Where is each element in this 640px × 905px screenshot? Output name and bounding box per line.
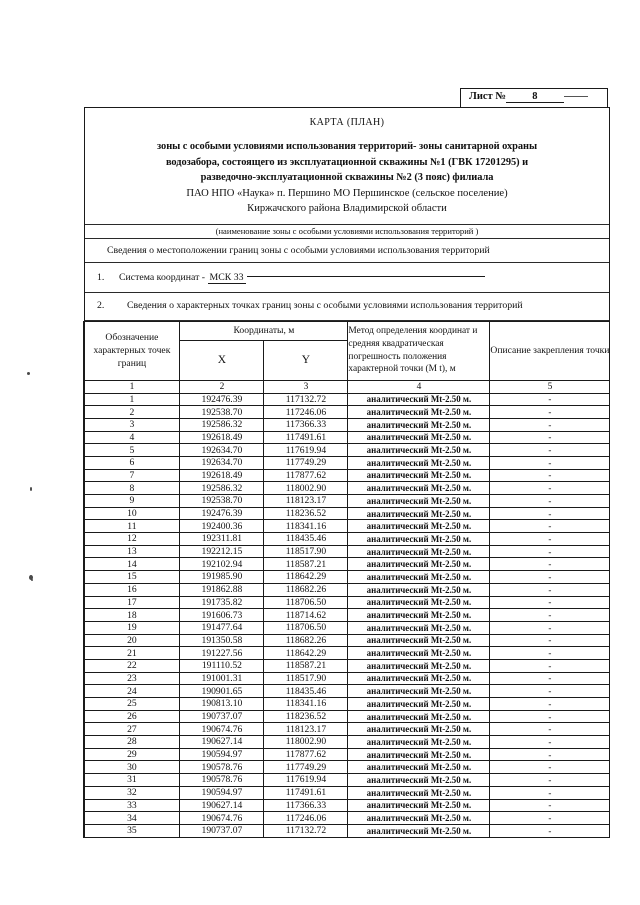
header-designation: Обозначение характерных точек границ	[84, 321, 180, 380]
table-row	[84, 406, 610, 419]
point-number: 33	[84, 799, 180, 812]
point-number: 26	[84, 710, 180, 723]
point-x: 192311.81	[180, 533, 264, 546]
point-number: 16	[84, 583, 180, 596]
coordinate-system-row	[85, 263, 609, 293]
table-row	[84, 583, 610, 596]
point-description: -	[490, 571, 610, 584]
point-method: аналитический Mt-2.50 м.	[348, 685, 490, 698]
table-row	[84, 520, 610, 533]
point-x: 190627.14	[180, 736, 264, 749]
point-method: аналитический Mt-2.50 м.	[348, 444, 490, 457]
point-description: -	[490, 774, 610, 787]
point-method: аналитический Mt-2.50 м.	[348, 824, 490, 837]
table-body	[84, 393, 610, 837]
point-x: 190737.07	[180, 710, 264, 723]
table-row	[84, 431, 610, 444]
table-row	[84, 761, 610, 774]
sheet-number-value: 8	[506, 91, 564, 103]
document-type-title: КАРТА (ПЛАН)	[309, 117, 385, 128]
document-body	[84, 107, 610, 838]
point-y: 118682.26	[264, 634, 348, 647]
point-x: 192538.70	[180, 406, 264, 419]
point-method: аналитический Mt-2.50 м.	[348, 634, 490, 647]
point-x: 191862.88	[180, 583, 264, 596]
point-number: 4	[84, 431, 180, 444]
point-description: -	[490, 533, 610, 546]
point-y: 117132.72	[264, 393, 348, 406]
point-method: аналитический Mt-2.50 м.	[348, 558, 490, 571]
item2-number: 2.	[97, 299, 105, 311]
point-description: -	[490, 659, 610, 672]
point-x: 190737.07	[180, 824, 264, 837]
point-x: 191985.90	[180, 571, 264, 584]
point-description: -	[490, 799, 610, 812]
point-y: 118706.50	[264, 621, 348, 634]
point-number: 24	[84, 685, 180, 698]
point-y: 118517.90	[264, 672, 348, 685]
point-description: -	[490, 456, 610, 469]
column-number-4: 4	[348, 380, 490, 393]
scan-speckle	[27, 372, 30, 375]
item1-label: Система координат -	[119, 271, 206, 283]
section2-row	[85, 293, 609, 321]
point-method: аналитический Mt-2.50 м.	[348, 723, 490, 736]
point-y: 118587.21	[264, 659, 348, 672]
point-x: 191477.64	[180, 621, 264, 634]
table-row	[84, 698, 610, 711]
point-y: 118341.16	[264, 520, 348, 533]
point-y: 117246.06	[264, 406, 348, 419]
point-method: аналитический Mt-2.50 м.	[348, 659, 490, 672]
point-y: 117619.94	[264, 444, 348, 457]
table-row	[84, 444, 610, 457]
point-description: -	[490, 812, 610, 825]
point-description: -	[490, 748, 610, 761]
point-description: -	[490, 545, 610, 558]
point-x: 192212.15	[180, 545, 264, 558]
point-number: 28	[84, 736, 180, 749]
point-x: 192476.39	[180, 393, 264, 406]
point-number: 27	[84, 723, 180, 736]
column-number-3: 3	[264, 380, 348, 393]
point-number: 29	[84, 748, 180, 761]
point-method: аналитический Mt-2.50 м.	[348, 786, 490, 799]
point-method: аналитический Mt-2.50 м.	[348, 418, 490, 431]
point-method: аналитический Mt-2.50 м.	[348, 812, 490, 825]
point-y: 117366.33	[264, 799, 348, 812]
table-row	[84, 824, 610, 837]
point-x: 192102.94	[180, 558, 264, 571]
point-description: -	[490, 469, 610, 482]
table-row	[84, 659, 610, 672]
point-method: аналитический Mt-2.50 м.	[348, 507, 490, 520]
point-x: 192634.70	[180, 444, 264, 457]
point-y: 118682.26	[264, 583, 348, 596]
point-description: -	[490, 761, 610, 774]
point-number: 3	[84, 418, 180, 431]
table-row	[84, 558, 610, 571]
point-x: 190594.97	[180, 748, 264, 761]
point-description: -	[490, 482, 610, 495]
point-description: -	[490, 634, 610, 647]
point-method: аналитический Mt-2.50 м.	[348, 495, 490, 508]
point-y: 118642.29	[264, 647, 348, 660]
point-y: 118123.17	[264, 723, 348, 736]
point-number: 14	[84, 558, 180, 571]
table-row	[84, 596, 610, 609]
point-x: 192476.39	[180, 507, 264, 520]
point-number: 17	[84, 596, 180, 609]
point-y: 117491.61	[264, 431, 348, 444]
point-description: -	[490, 786, 610, 799]
point-description: -	[490, 507, 610, 520]
point-method: аналитический Mt-2.50 м.	[348, 520, 490, 533]
table-row	[84, 621, 610, 634]
sheet-number-rule	[564, 96, 588, 97]
sheet-number-box	[460, 88, 608, 108]
point-number: 31	[84, 774, 180, 787]
point-method: аналитический Mt-2.50 м.	[348, 583, 490, 596]
point-number: 7	[84, 469, 180, 482]
point-number: 1	[84, 393, 180, 406]
point-y: 117749.29	[264, 761, 348, 774]
point-y: 117132.72	[264, 824, 348, 837]
point-y: 118706.50	[264, 596, 348, 609]
table-row	[84, 495, 610, 508]
point-x: 190627.14	[180, 799, 264, 812]
table-row	[84, 710, 610, 723]
table-row	[84, 456, 610, 469]
point-number: 2	[84, 406, 180, 419]
point-description: -	[490, 736, 610, 749]
point-y: 118123.17	[264, 495, 348, 508]
point-number: 20	[84, 634, 180, 647]
point-y: 118236.52	[264, 710, 348, 723]
point-number: 12	[84, 533, 180, 546]
point-number: 21	[84, 647, 180, 660]
point-x: 192618.49	[180, 431, 264, 444]
sheet-number-inner	[469, 91, 588, 103]
column-number-5: 5	[490, 380, 610, 393]
point-description: -	[490, 406, 610, 419]
point-x: 191110.52	[180, 659, 264, 672]
sheet-number-label: Лист №	[469, 91, 506, 102]
point-method: аналитический Mt-2.50 м.	[348, 748, 490, 761]
point-y: 117491.61	[264, 786, 348, 799]
point-number: 22	[84, 659, 180, 672]
point-method: аналитический Mt-2.50 м.	[348, 774, 490, 787]
point-y: 117749.29	[264, 456, 348, 469]
point-y: 118587.21	[264, 558, 348, 571]
point-method: аналитический Mt-2.50 м.	[348, 431, 490, 444]
point-x: 190674.76	[180, 723, 264, 736]
point-y: 117877.62	[264, 469, 348, 482]
point-number: 5	[84, 444, 180, 457]
point-x: 190594.97	[180, 786, 264, 799]
point-description: -	[490, 723, 610, 736]
point-number: 15	[84, 571, 180, 584]
point-x: 191350.58	[180, 634, 264, 647]
scan-speckle	[31, 579, 33, 581]
table-row	[84, 507, 610, 520]
table-row	[84, 469, 610, 482]
point-y: 117619.94	[264, 774, 348, 787]
point-y: 118714.62	[264, 609, 348, 622]
title-line-4: ПАО НПО «Наука» п. Першино МО Першинское (сельское поселение)	[186, 187, 508, 199]
point-number: 34	[84, 812, 180, 825]
item2-text: Сведения о характерных точках границ зоны с особыми условиями использования территорий	[127, 299, 523, 311]
point-method: аналитический Mt-2.50 м.	[348, 571, 490, 584]
title-line-5: Киржачского района Владимирской области	[247, 203, 447, 214]
table-header-row-1	[84, 321, 610, 340]
coordinate-system-rule	[247, 276, 485, 277]
header-y: Y	[264, 340, 348, 380]
point-number: 13	[84, 545, 180, 558]
column-number-2: 2	[180, 380, 264, 393]
point-description: -	[490, 824, 610, 837]
point-y: 118517.90	[264, 545, 348, 558]
point-method: аналитический Mt-2.50 м.	[348, 482, 490, 495]
point-method: аналитический Mt-2.50 м.	[348, 456, 490, 469]
point-description: -	[490, 393, 610, 406]
point-method: аналитический Mt-2.50 м.	[348, 621, 490, 634]
point-number: 32	[84, 786, 180, 799]
table-row	[84, 393, 610, 406]
table-row	[84, 774, 610, 787]
point-x: 190813.10	[180, 698, 264, 711]
location-info-row: Сведения о местоположении границ зоны с особыми условиями использования территорий	[85, 239, 609, 263]
item1-number: 1.	[97, 271, 105, 283]
point-number: 35	[84, 824, 180, 837]
point-x: 191001.31	[180, 672, 264, 685]
point-y: 118341.16	[264, 698, 348, 711]
table-head	[84, 321, 610, 393]
table-row	[84, 672, 610, 685]
coordinate-system-value: МСК 33	[209, 271, 244, 283]
table-column-number-row	[84, 380, 610, 393]
point-number: 23	[84, 672, 180, 685]
point-method: аналитический Mt-2.50 м.	[348, 710, 490, 723]
point-description: -	[490, 596, 610, 609]
header-x: X	[180, 340, 264, 380]
title-line-2: водозабора, состоящего из эксплуатационной скважины №1 (ГВК 17201295) и	[165, 156, 529, 168]
table-row	[84, 418, 610, 431]
point-method: аналитический Mt-2.50 м.	[348, 672, 490, 685]
point-x: 190578.76	[180, 774, 264, 787]
point-number: 25	[84, 698, 180, 711]
point-number: 11	[84, 520, 180, 533]
point-description: -	[490, 444, 610, 457]
point-x: 192618.49	[180, 469, 264, 482]
title-caption: (наименование зоны с особыми условиями использования территорий )	[85, 225, 609, 239]
characteristic-points-table	[83, 321, 610, 838]
point-method: аналитический Mt-2.50 м.	[348, 761, 490, 774]
point-number: 18	[84, 609, 180, 622]
table-row	[84, 482, 610, 495]
table-row	[84, 634, 610, 647]
point-y: 117366.33	[264, 418, 348, 431]
table-row	[84, 609, 610, 622]
point-x: 192400.36	[180, 520, 264, 533]
point-method: аналитический Mt-2.50 м.	[348, 406, 490, 419]
point-x: 192538.70	[180, 495, 264, 508]
table-row	[84, 748, 610, 761]
header-description: Описание закрепления точки	[490, 321, 610, 380]
table-row	[84, 647, 610, 660]
point-description: -	[490, 495, 610, 508]
point-description: -	[490, 647, 610, 660]
point-method: аналитический Mt-2.50 м.	[348, 545, 490, 558]
point-method: аналитический Mt-2.50 м.	[348, 533, 490, 546]
title-block	[85, 108, 609, 225]
point-number: 6	[84, 456, 180, 469]
point-y: 118236.52	[264, 507, 348, 520]
point-description: -	[490, 609, 610, 622]
header-method: Метод определения координат и средняя квадратическая погрешность положения характерной точки (M t), м	[348, 321, 490, 380]
point-x: 192586.32	[180, 418, 264, 431]
table-row	[84, 786, 610, 799]
table-row	[84, 533, 610, 546]
table-row	[84, 571, 610, 584]
point-description: -	[490, 583, 610, 596]
point-y: 118435.46	[264, 685, 348, 698]
point-x: 191735.82	[180, 596, 264, 609]
table-row	[84, 723, 610, 736]
point-x: 190901.65	[180, 685, 264, 698]
point-number: 19	[84, 621, 180, 634]
point-description: -	[490, 431, 610, 444]
point-method: аналитический Mt-2.50 м.	[348, 596, 490, 609]
point-method: аналитический Mt-2.50 м.	[348, 799, 490, 812]
column-number-1: 1	[84, 380, 180, 393]
point-y: 118642.29	[264, 571, 348, 584]
point-method: аналитический Mt-2.50 м.	[348, 609, 490, 622]
point-description: -	[490, 710, 610, 723]
scan-speckle	[30, 487, 32, 491]
point-y: 118435.46	[264, 533, 348, 546]
point-description: -	[490, 672, 610, 685]
point-description: -	[490, 558, 610, 571]
point-number: 8	[84, 482, 180, 495]
point-method: аналитический Mt-2.50 м.	[348, 393, 490, 406]
table-row	[84, 736, 610, 749]
point-description: -	[490, 520, 610, 533]
point-method: аналитический Mt-2.50 м.	[348, 469, 490, 482]
point-method: аналитический Mt-2.50 м.	[348, 647, 490, 660]
point-x: 191606.73	[180, 609, 264, 622]
point-x: 192634.70	[180, 456, 264, 469]
point-method: аналитический Mt-2.50 м.	[348, 736, 490, 749]
point-x: 192586.32	[180, 482, 264, 495]
point-number: 30	[84, 761, 180, 774]
point-description: -	[490, 621, 610, 634]
table-row	[84, 685, 610, 698]
point-description: -	[490, 698, 610, 711]
point-method: аналитический Mt-2.50 м.	[348, 698, 490, 711]
table-row	[84, 812, 610, 825]
point-y: 118002.90	[264, 736, 348, 749]
point-x: 190674.76	[180, 812, 264, 825]
point-y: 117246.06	[264, 812, 348, 825]
title-line-1: зоны с особыми условиями использования территорий- зоны санитарной охраны	[156, 141, 538, 152]
point-x: 190578.76	[180, 761, 264, 774]
table-row	[84, 799, 610, 812]
title-line-3: разведочно-эксплуатационной скважины №2 (3 пояс) филиала	[200, 172, 494, 183]
point-number: 10	[84, 507, 180, 520]
point-description: -	[490, 418, 610, 431]
point-number: 9	[84, 495, 180, 508]
table-row	[84, 545, 610, 558]
point-y: 117877.62	[264, 748, 348, 761]
point-y: 118002.90	[264, 482, 348, 495]
header-coordinates: Координаты, м	[180, 321, 348, 340]
point-description: -	[490, 685, 610, 698]
point-x: 191227.56	[180, 647, 264, 660]
